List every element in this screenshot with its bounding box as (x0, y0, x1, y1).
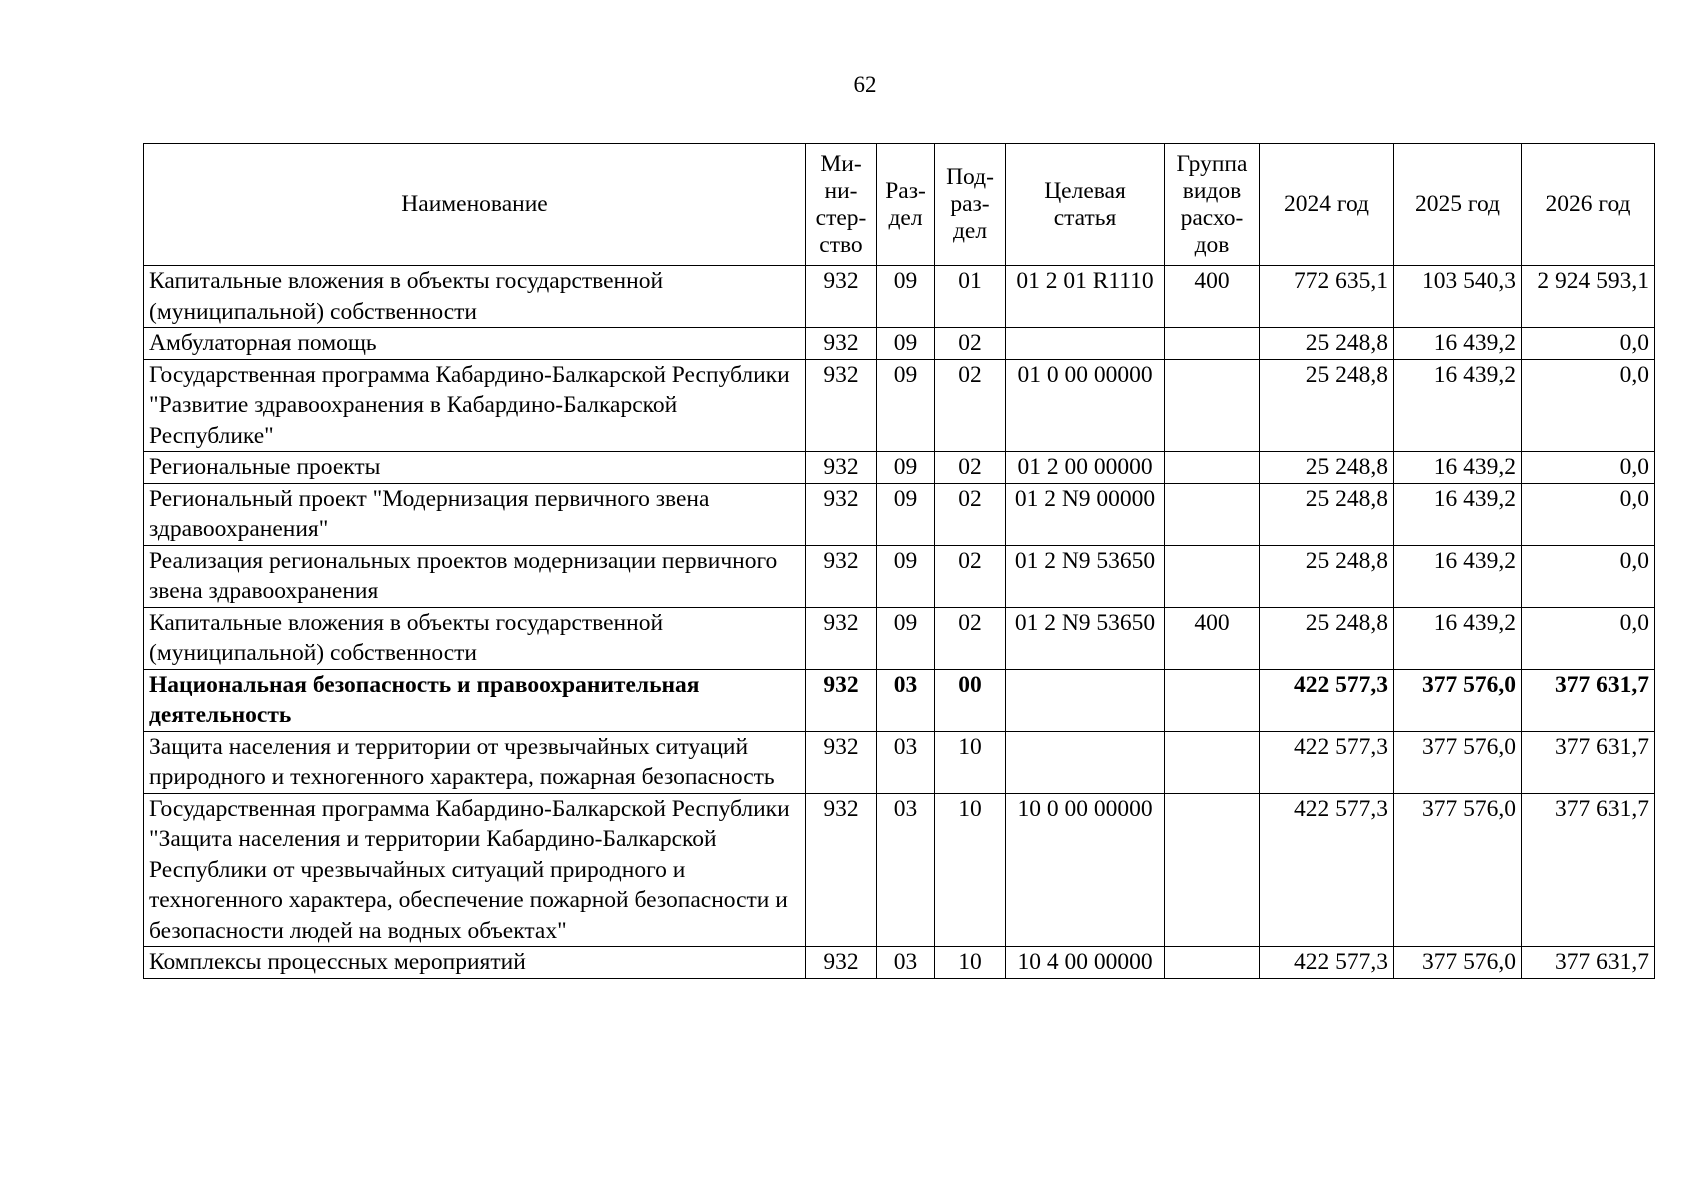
cell-target-article: 01 0 00 00000 (1006, 359, 1165, 452)
header-subsection: Под- раз- дел (935, 144, 1006, 266)
table-row (144, 483, 1655, 545)
header-year-2024: 2024 год (1260, 144, 1394, 266)
cell-name: Государственная программа Кабардино-Балкарской Республики "Развитие здравоохранения в Кабардино-Балкарской Республике" (144, 359, 806, 452)
cell-subsection: 10 (935, 731, 1006, 793)
table-row (144, 947, 1655, 979)
cell-year-2025: 16 439,2 (1394, 328, 1522, 360)
table-row (144, 731, 1655, 793)
cell-ministry: 932 (806, 266, 877, 328)
cell-year-2026: 0,0 (1522, 483, 1655, 545)
cell-expense-group (1165, 483, 1260, 545)
cell-year-2026: 377 631,7 (1522, 669, 1655, 731)
cell-section: 09 (877, 483, 935, 545)
cell-year-2026: 377 631,7 (1522, 793, 1655, 947)
table-row (144, 266, 1655, 328)
cell-section: 09 (877, 452, 935, 484)
cell-year-2024: 422 577,3 (1260, 731, 1394, 793)
cell-name: Реализация региональных проектов модернизации первичного звена здравоохранения (144, 545, 806, 607)
cell-ministry: 932 (806, 359, 877, 452)
cell-expense-group (1165, 545, 1260, 607)
header-target-article: Целевая статья (1006, 144, 1165, 266)
cell-year-2024: 25 248,8 (1260, 328, 1394, 360)
cell-ministry: 932 (806, 947, 877, 979)
cell-year-2024: 422 577,3 (1260, 669, 1394, 731)
cell-name: Комплексы процессных мероприятий (144, 947, 806, 979)
cell-name: Государственная программа Кабардино-Балкарской Республики "Защита населения и территории Кабардино-Балкарской Республики от чрезвычайных ситуаций природного и техногенного характера, обеспечение пожарной безопасности и безопасности людей на водных объектах" (144, 793, 806, 947)
cell-subsection: 02 (935, 607, 1006, 669)
table-row (144, 328, 1655, 360)
cell-year-2024: 25 248,8 (1260, 359, 1394, 452)
cell-target-article (1006, 669, 1165, 731)
header-ministry: Ми- ни- стер- ство (806, 144, 877, 266)
cell-year-2024: 772 635,1 (1260, 266, 1394, 328)
table-row (144, 669, 1655, 731)
cell-year-2026: 0,0 (1522, 607, 1655, 669)
cell-target-article: 01 2 00 00000 (1006, 452, 1165, 484)
cell-name: Амбулаторная помощь (144, 328, 806, 360)
cell-ministry: 932 (806, 545, 877, 607)
cell-ministry: 932 (806, 731, 877, 793)
header-section: Раз- дел (877, 144, 935, 266)
cell-section: 09 (877, 266, 935, 328)
table-body (144, 266, 1655, 979)
cell-name: Региональные проекты (144, 452, 806, 484)
cell-year-2025: 103 540,3 (1394, 266, 1522, 328)
cell-name: Защита населения и территории от чрезвычайных ситуаций природного и техногенного характера, пожарная безопасность (144, 731, 806, 793)
cell-subsection: 02 (935, 483, 1006, 545)
header-name: Наименование (144, 144, 806, 266)
cell-subsection: 02 (935, 545, 1006, 607)
cell-year-2026: 377 631,7 (1522, 947, 1655, 979)
cell-subsection: 02 (935, 452, 1006, 484)
cell-year-2024: 422 577,3 (1260, 947, 1394, 979)
cell-subsection: 02 (935, 359, 1006, 452)
cell-year-2026: 0,0 (1522, 328, 1655, 360)
cell-year-2025: 377 576,0 (1394, 731, 1522, 793)
cell-year-2026: 0,0 (1522, 452, 1655, 484)
cell-section: 03 (877, 669, 935, 731)
cell-name: Капитальные вложения в объекты государственной (муниципальной) собственности (144, 266, 806, 328)
cell-name: Капитальные вложения в объекты государственной (муниципальной) собственности (144, 607, 806, 669)
cell-year-2025: 16 439,2 (1394, 452, 1522, 484)
cell-target-article (1006, 328, 1165, 360)
cell-expense-group (1165, 452, 1260, 484)
cell-name: Национальная безопасность и правоохранительная деятельность (144, 669, 806, 731)
header-year-2025: 2025 год (1394, 144, 1522, 266)
cell-ministry: 932 (806, 452, 877, 484)
cell-year-2025: 377 576,0 (1394, 669, 1522, 731)
cell-target-article: 10 4 00 00000 (1006, 947, 1165, 979)
cell-target-article: 10 0 00 00000 (1006, 793, 1165, 947)
cell-year-2024: 422 577,3 (1260, 793, 1394, 947)
header-expense-group: Группа видов расхо- дов (1165, 144, 1260, 266)
cell-year-2026: 0,0 (1522, 545, 1655, 607)
table-row (144, 359, 1655, 452)
cell-subsection: 02 (935, 328, 1006, 360)
table-row (144, 793, 1655, 947)
cell-name: Региональный проект "Модернизация первичного звена здравоохранения" (144, 483, 806, 545)
cell-year-2025: 16 439,2 (1394, 483, 1522, 545)
cell-section: 09 (877, 607, 935, 669)
cell-year-2025: 16 439,2 (1394, 545, 1522, 607)
cell-subsection: 01 (935, 266, 1006, 328)
cell-section: 03 (877, 731, 935, 793)
cell-ministry: 932 (806, 793, 877, 947)
cell-year-2024: 25 248,8 (1260, 483, 1394, 545)
cell-subsection: 10 (935, 947, 1006, 979)
cell-ministry: 932 (806, 483, 877, 545)
cell-section: 03 (877, 793, 935, 947)
cell-expense-group: 400 (1165, 607, 1260, 669)
cell-subsection: 00 (935, 669, 1006, 731)
cell-expense-group: 400 (1165, 266, 1260, 328)
page-number: 62 (853, 72, 877, 97)
cell-section: 09 (877, 328, 935, 360)
cell-target-article (1006, 731, 1165, 793)
cell-expense-group (1165, 328, 1260, 360)
cell-target-article: 01 2 N9 00000 (1006, 483, 1165, 545)
cell-year-2025: 377 576,0 (1394, 947, 1522, 979)
table-header-row (144, 144, 1655, 266)
cell-expense-group (1165, 359, 1260, 452)
cell-subsection: 10 (935, 793, 1006, 947)
table-row (144, 452, 1655, 484)
cell-section: 09 (877, 545, 935, 607)
cell-year-2026: 2 924 593,1 (1522, 266, 1655, 328)
cell-target-article: 01 2 N9 53650 (1006, 545, 1165, 607)
cell-target-article: 01 2 N9 53650 (1006, 607, 1165, 669)
budget-table (143, 143, 1655, 979)
cell-year-2025: 16 439,2 (1394, 359, 1522, 452)
cell-ministry: 932 (806, 607, 877, 669)
cell-expense-group (1165, 731, 1260, 793)
cell-year-2025: 377 576,0 (1394, 793, 1522, 947)
cell-year-2024: 25 248,8 (1260, 607, 1394, 669)
cell-target-article: 01 2 01 R1110 (1006, 266, 1165, 328)
cell-expense-group (1165, 793, 1260, 947)
cell-year-2026: 377 631,7 (1522, 731, 1655, 793)
cell-year-2025: 16 439,2 (1394, 607, 1522, 669)
cell-year-2024: 25 248,8 (1260, 452, 1394, 484)
cell-ministry: 932 (806, 669, 877, 731)
cell-year-2026: 0,0 (1522, 359, 1655, 452)
cell-expense-group (1165, 947, 1260, 979)
cell-section: 09 (877, 359, 935, 452)
cell-expense-group (1165, 669, 1260, 731)
table-row (144, 545, 1655, 607)
cell-year-2024: 25 248,8 (1260, 545, 1394, 607)
cell-ministry: 932 (806, 328, 877, 360)
table-row (144, 607, 1655, 669)
header-year-2026: 2026 год (1522, 144, 1655, 266)
cell-section: 03 (877, 947, 935, 979)
